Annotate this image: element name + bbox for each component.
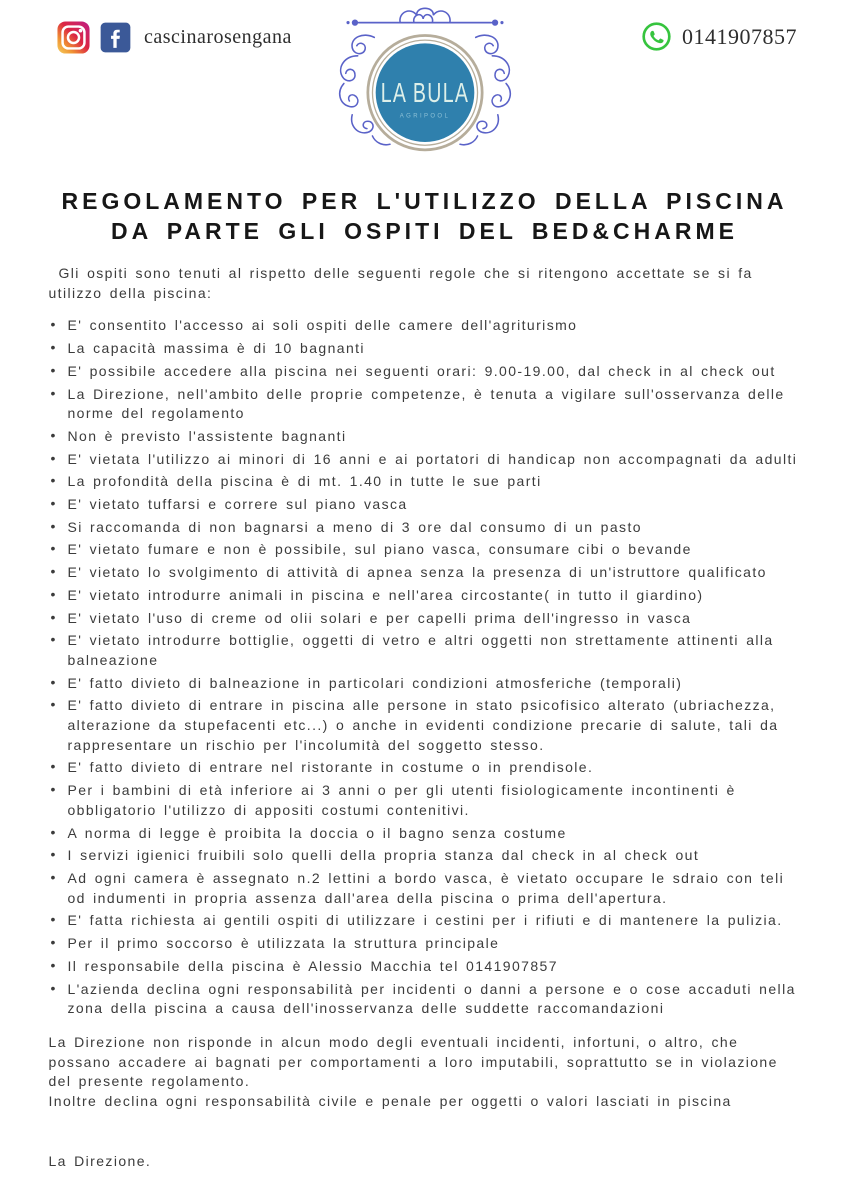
rule-item: • Per il primo soccorso è utilizzata la struttura principale	[49, 934, 801, 954]
phone-contact	[642, 22, 797, 51]
la-bula-logo-graphic	[319, 4, 531, 162]
rule-item: • La capacità massima è di 10 bagnanti	[49, 339, 801, 359]
rule-item: • La Direzione, nell'ambito delle proprie competenze, è tenuta a vigilare sull'osservanza delle norme del regolamento	[49, 385, 801, 424]
rule-item: • E' fatta richiesta ai gentili ospiti di utilizzare i cestini per i rifiuti e di mantenere la pulizia.	[49, 911, 801, 931]
rule-item: • L'azienda declina ogni responsabilità per incidenti o danni a persone e o cose accaduti nella zona della piscina a causa dell'inosservanza delle suddette raccomandazioni	[49, 980, 801, 1019]
page-title-line2: DA PARTE GLI OSPITI DEL BED&CHARME	[111, 218, 738, 244]
instagram-icon	[56, 20, 91, 55]
document-body	[49, 264, 801, 1171]
rule-item: • E' fatto divieto di entrare nel ristorante in costume o in prendisole.	[49, 758, 801, 778]
rule-item: • E' vietato introdurre bottiglie, oggetti di vetro e altri oggetti non strettamente attinenti alla balneazione	[49, 631, 801, 670]
rule-item: • E' vietato l'uso di creme od olii solari e per capelli prima dell'ingresso in vasca	[49, 609, 801, 629]
logo-subtitle: AGRIPOOL	[399, 113, 450, 120]
rule-item: • Non è previsto l'assistente bagnanti	[49, 427, 801, 447]
rule-item: • E' consentito l'accesso ai soli ospiti delle camere dell'agriturismo	[49, 316, 801, 336]
logo-title: LA BULA	[380, 76, 469, 108]
rule-item: • Per i bambini di età inferiore ai 3 anni o per gli utenti fisiologicamente incontinenti è obbligatorio l'utilizzo di appositi costumi contenitivi.	[49, 781, 801, 820]
rule-item: • E' vietato tuffarsi e correre sul piano vasca	[49, 495, 801, 515]
rule-item: • A norma di legge è proibita la doccia o il bagno senza costume	[49, 824, 801, 844]
facebook-icon	[100, 22, 131, 53]
page-title	[0, 186, 849, 246]
rule-item: • E' vietato introdurre animali in piscina e nell'area circostante( in tutto il giardino)	[49, 586, 801, 606]
closing-paragraph-1: La Direzione non risponde in alcun modo degli eventuali incidenti, infortuni, o altro, che possano accadere ai bagnati per comportamenti a loro imputabili, soprattutto se in violazione del presente regolamento.	[48, 1033, 778, 1090]
page-title-line1: REGOLAMENTO PER L'UTILIZZO DELLA PISCINA	[61, 188, 788, 214]
rule-item: • E' vietata l'utilizzo ai minori di 16 anni e ai portatori di handicap non accompagnati da adulti	[49, 450, 801, 470]
intro-paragraph: Gli ospiti sono tenuti al rispetto delle seguenti regole che si ritengono accettate se si fa utilizzo della piscina:	[48, 265, 753, 301]
whatsapp-icon	[642, 22, 671, 51]
rule-item: • I servizi igienici fruibili solo quelli della propria stanza dal check in al check out	[49, 846, 801, 866]
closing-section	[49, 1033, 801, 1112]
rule-item: • La profondità della piscina è di mt. 1.40 in tutte le sue parti	[49, 472, 801, 492]
page-header	[0, 0, 849, 166]
rule-item: • Ad ogni camera è assegnato n.2 lettini a bordo vasca, è vietato occupare le sdraio con teli od indumenti in propria assenza dall'area della piscina o prima dell'apertura.	[49, 869, 801, 908]
phone-number: 0141907857	[682, 23, 797, 49]
social-handle: cascinarosengana	[144, 26, 292, 48]
rule-item: • E' vietato lo svolgimento di attività di apnea senza la presenza di un'istruttore qualificato	[49, 563, 801, 583]
rule-item: • Il responsabile della piscina è Alessio Macchia tel 0141907857	[49, 957, 801, 977]
rule-item: • E' vietato fumare e non è possibile, sul piano vasca, consumare cibi o bevande	[49, 540, 801, 560]
rules-list	[49, 316, 801, 1019]
logo	[319, 4, 531, 167]
top-curls	[399, 8, 449, 22]
signature: La Direzione.	[48, 1152, 152, 1169]
closing-paragraph-2: Inoltre declina ogni responsabilità civile e penale per oggetti o valori lasciati in piscina	[48, 1093, 732, 1110]
rule-item: • E' possibile accedere alla piscina nei seguenti orari: 9.00-19.00, dal check in al check out	[49, 362, 801, 382]
rule-item: • Si raccomanda di non bagnarsi a meno di 3 ore dal consumo di un pasto	[49, 518, 801, 538]
rule-item: • E' fatto divieto di balneazione in particolari condizioni atmosferiche (temporali)	[49, 674, 801, 694]
rule-item: • E' fatto divieto di entrare in piscina alle persone in stato psicofisico alterato (ubriachezza, alterazione da stupefacenti etc...) o anche in evidenti condizione precarie di salute, tali da rappresentare un rischio per l'incolumità del soggetto stesso.	[49, 696, 801, 755]
social-links	[56, 20, 292, 55]
